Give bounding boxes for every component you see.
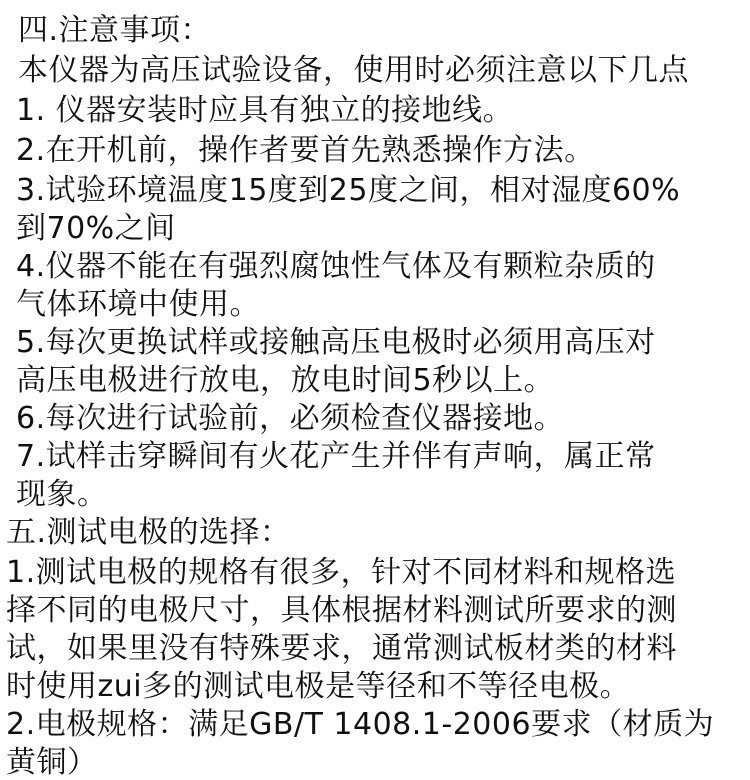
section-4-line: 2.在开机前，操作者要首先熟悉操作方法。 xyxy=(16,133,595,168)
section-4-line: 4.仪器不能在有强烈腐蚀性气体及有颗粒杂质的 xyxy=(16,249,656,284)
section-4-line: 6.每次进行试验前，必须检查仪器接地。 xyxy=(16,401,565,436)
section-4-line: 高压电极进行放电，放电时间5秒以上。 xyxy=(16,363,555,398)
section-4-line: 5.每次更换试样或接触高压电极时必须用高压对 xyxy=(16,325,656,360)
section-5-line: 时使用zui多的测试电极是等径和不等径电极。 xyxy=(6,669,631,704)
section-4-line: 1. 仪器安装时应具有独立的接地线。 xyxy=(16,93,514,128)
section-5-line: 试，如果里没有特殊要求，通常测试板材类的材料 xyxy=(6,631,677,666)
section-4-intro: 本仪器为高压试验设备，使用时必须注意以下几点 xyxy=(18,53,689,88)
section-4-line: 气体环境中使用。 xyxy=(16,287,260,322)
section-5-line: 1.测试电极的规格有很多，针对不同材料和规格选 xyxy=(6,555,677,590)
section-4-heading: 四.注意事项： xyxy=(18,13,212,48)
section-4-line: 到70%之间 xyxy=(16,211,176,246)
section-5-line: 择不同的电极尺寸，具体根据材料测试所要求的测 xyxy=(6,593,677,628)
section-5-line: 黄铜） xyxy=(6,745,98,780)
section-4-line: 3.试验环境温度15度到25度之间，相对湿度60% xyxy=(16,173,681,208)
section-4-line: 现象。 xyxy=(16,477,108,512)
section-5-line: 2.电极规格：满足GB/T 1408.1-2006要求（材质为 xyxy=(6,707,715,742)
section-4-line: 7.试样击穿瞬间有火花产生并伴有声响，属正常 xyxy=(16,439,656,474)
section-5-heading: 五.测试电极的选择： xyxy=(6,515,291,550)
